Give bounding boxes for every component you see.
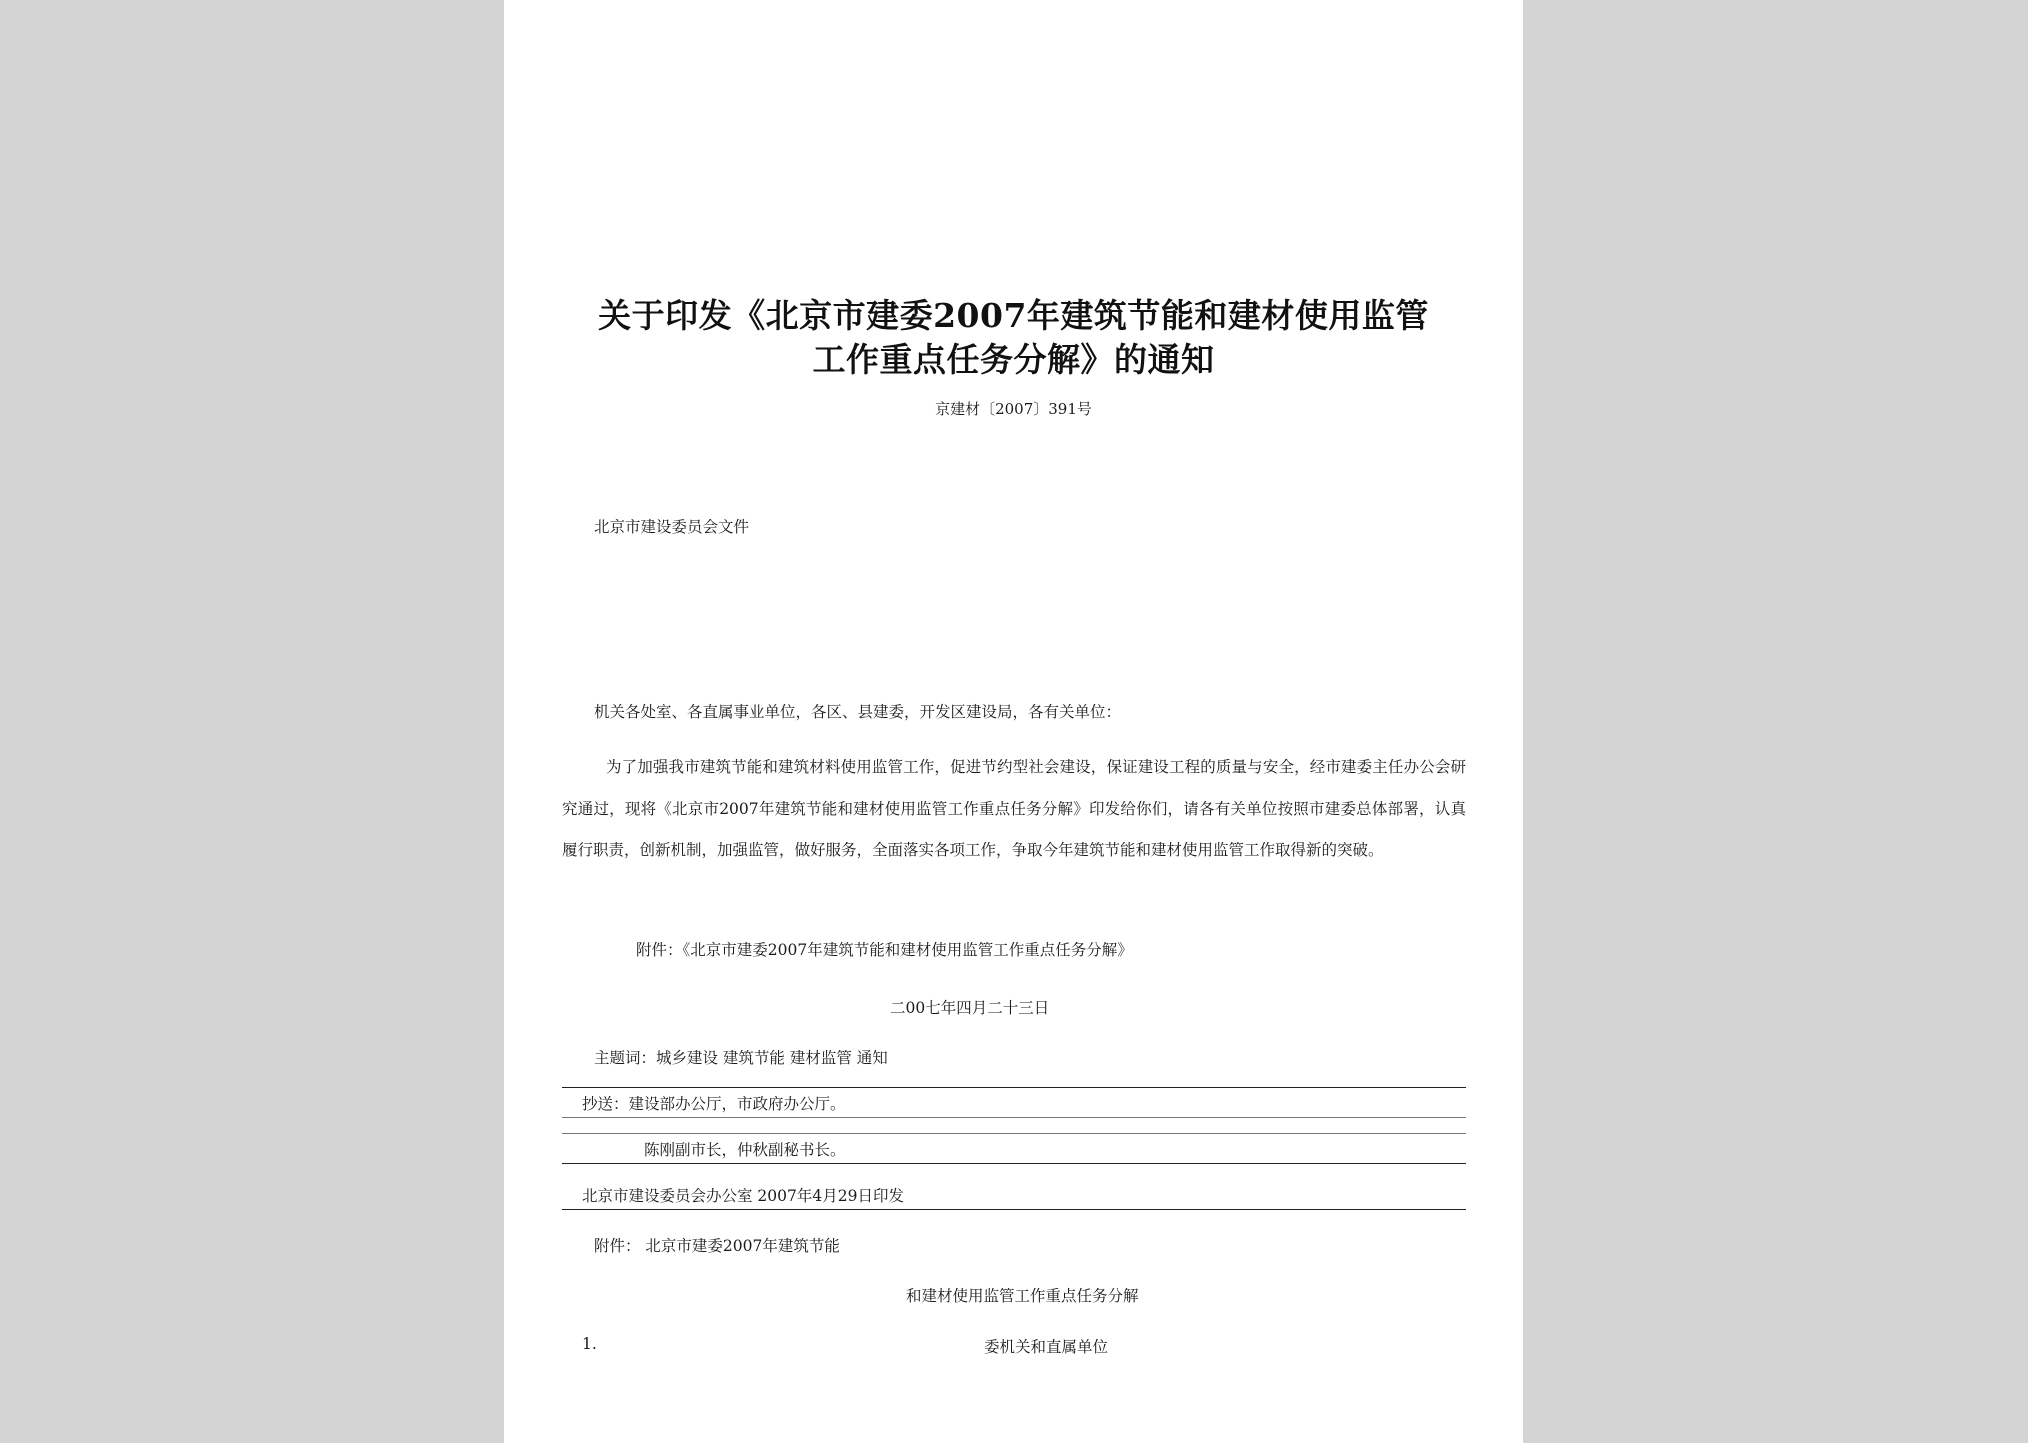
cc-line-2: 陈刚副市长，仲秋副秘书长。 [644,1141,846,1159]
document-page [504,0,1523,1443]
section-title: 委机关和直属单位 [984,1338,1109,1356]
attachment-subheading: 和建材使用监管工作重点任务分解 [906,1287,1139,1305]
issue-date: 二00七年四月二十三日 [890,999,1050,1017]
divider-line [562,1209,1466,1210]
printed-by-line: 北京市建设委员会办公室 2007年4月29日印发 [582,1187,904,1205]
document-title-line-1: 关于印发《北京市建委2007年建筑节能和建材使用监管 [598,296,1429,335]
divider-line [562,1133,1466,1134]
subject-keywords: 主题词：城乡建设 建筑节能 建材监管 通知 [594,1049,888,1067]
divider-line [562,1087,1466,1088]
document-title-line-2: 工作重点任务分解》的通知 [812,340,1215,379]
issuer-line: 北京市建设委员会文件 [594,518,750,536]
divider-line [562,1117,1466,1118]
recipients-line: 机关各处室、各直属事业单位，各区、县建委，开发区建设局，各有关单位： [594,703,1122,721]
attachment-heading: 附件： 北京市建委2007年建筑节能 [594,1237,840,1255]
section-number: 1. [582,1335,597,1353]
body-paragraph: 为了加强我市建筑节能和建筑材料使用监管工作，促进节约型社会建设，保证建设工程的质量与安全，经市建委主任办公会研究通过，现将《北京市2007年建筑节能和建材使用监管工作重点任务分解》印发给你们，请各有关单位按照市建委总体部署，认真履行职责，创新机制，加强监管，做好服务，全面落实各项工作，争取今年建筑节能和建材使用监管工作取得新的突破。 [562,758,1466,859]
divider-line [562,1163,1466,1164]
cc-line-1: 抄送：建设部办公厅，市政府办公厅。 [582,1095,846,1113]
document-number: 京建材〔2007〕391号 [935,400,1092,418]
attachment-reference: 附件：《北京市建委2007年建筑节能和建材使用监管工作重点任务分解》 [636,941,1133,959]
